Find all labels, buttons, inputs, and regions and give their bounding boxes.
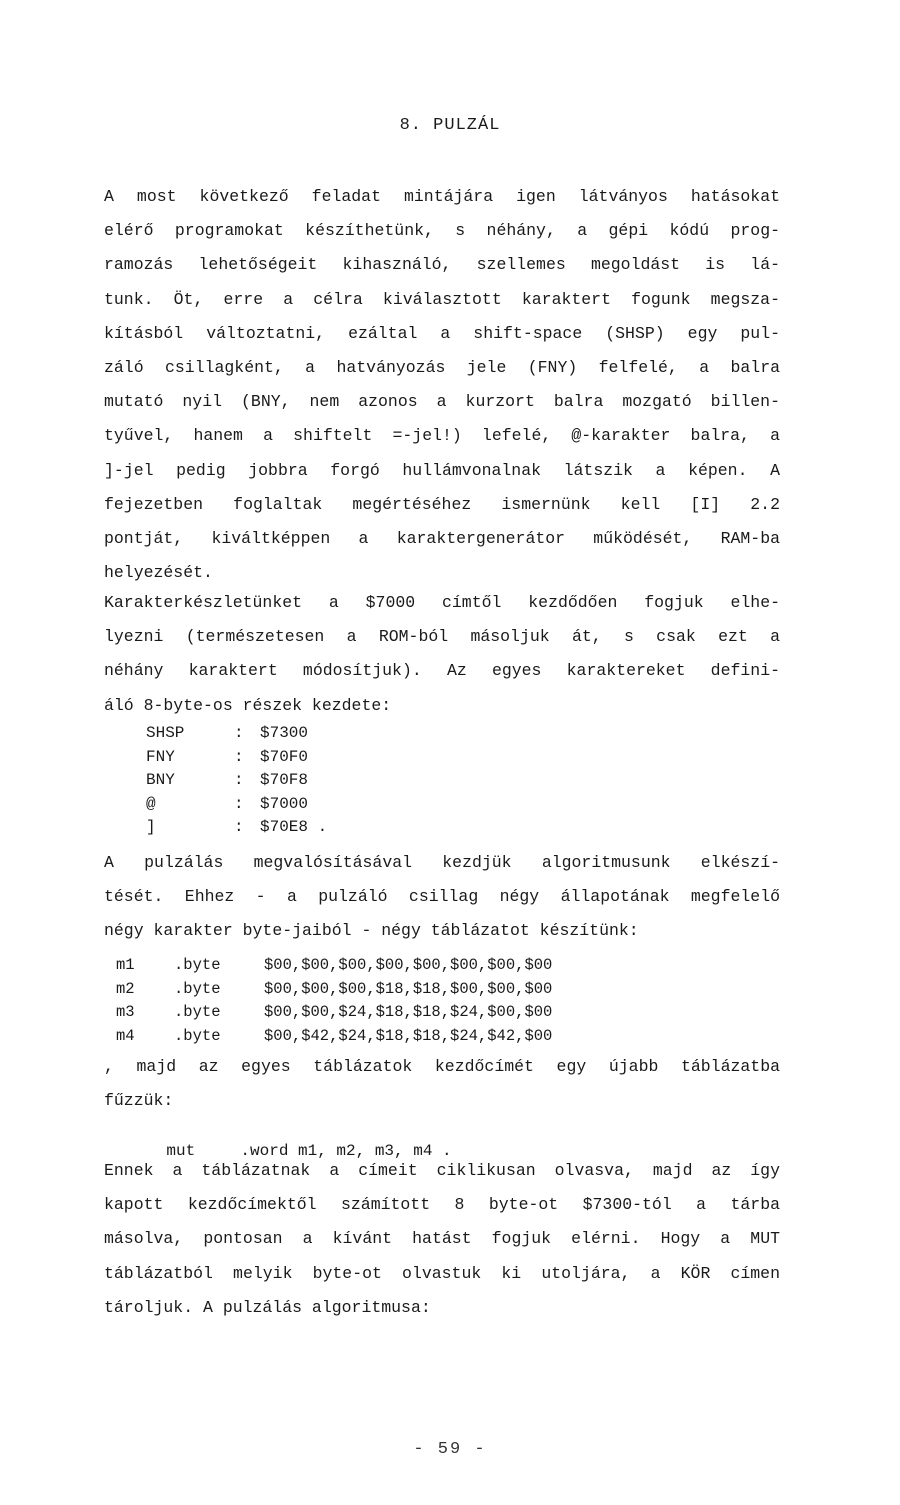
address-value: $7300 (260, 724, 309, 742)
text-line: mutató nyil (BNY, nem azonos a kurzort balra mozgató billen- (104, 392, 780, 412)
paragraph-pulse (104, 846, 780, 949)
char-name: FNY (146, 747, 175, 766)
text-line: Karakterkészletünket a $7000 címtől kezdődően fogjuk elhe- (104, 593, 780, 612)
address-table (146, 722, 327, 840)
address-row (146, 793, 327, 817)
address-row (146, 816, 327, 840)
text-line: A most következő feladat mintájára igen látványos hatásokat (104, 187, 780, 206)
address-value: $7000 (260, 794, 309, 813)
text-line: , majd az egyes táblázatok kezdőcímét egy újabb táblázatba (104, 1057, 780, 1076)
text-line: elérő programokat készíthetünk, s néhány, a gépi kódú prog- (104, 221, 780, 241)
char-name: @ (146, 794, 156, 813)
separator: : (234, 747, 244, 766)
byte-values: $00,$00,$24,$18,$18,$24,$00,$00 (264, 1003, 553, 1021)
table-label: m4 (116, 1026, 135, 1045)
address-value: $70E8 . (260, 818, 328, 836)
directive: .byte (174, 979, 221, 998)
chapter-title: 8. PULZÁL (399, 116, 501, 135)
text-line: táblázatból melyik byte-ot olvastuk ki utoljára, a KÖR címen (104, 1263, 780, 1283)
separator: : (234, 724, 244, 742)
separator: : (234, 771, 244, 789)
table-label: m2 (116, 979, 135, 998)
table-label: m1 (116, 956, 135, 974)
byte-row (116, 954, 552, 978)
text-line: négy karakter byte-jaiból - négy táblázatot készítünk: (104, 921, 639, 941)
word-directive: .word m1, m2, m3, m4 . (240, 1142, 452, 1160)
directive: .byte (174, 1026, 221, 1045)
byte-row (116, 978, 552, 1002)
text-line: kapott kezdőcímektől számított 8 byte-ot $7300-tól a tárba (104, 1195, 780, 1215)
text-line: fűzzük: (104, 1091, 174, 1111)
text-line: ]-jel pedig jobbra forgó hullámvonalnak látszik a képen. A (104, 460, 780, 480)
text-line: ramozás lehetőségeit kihasználó, szellemes megoldást is lá- (104, 255, 780, 275)
address-value: $70F8 (260, 771, 309, 789)
text-line: fejezetben foglaltak megértéséhez ismernünk kell [I] 2.2 (104, 494, 780, 514)
byte-values: $00,$00,$00,$18,$18,$00,$00,$00 (264, 979, 553, 998)
address-row (146, 746, 327, 770)
table-label: mut (166, 1142, 196, 1160)
paragraph-algorithm (104, 1154, 780, 1325)
text-line: tunk. Öt, erre a célra kiválasztott karaktert fogunk megsza- (104, 289, 780, 309)
char-name: ] (146, 818, 156, 836)
paragraph-charset (104, 586, 780, 723)
byte-values: $00,$00,$00,$00,$00,$00,$00,$00 (264, 956, 553, 974)
byte-table (116, 954, 552, 1048)
paragraph-link (104, 1050, 780, 1118)
address-value: $70F0 (260, 747, 309, 766)
text-line: kításból változtatni, ezáltal a shift-space (SHSP) egy pul- (104, 323, 780, 343)
separator: : (234, 794, 244, 813)
text-line: tároljuk. A pulzálás algoritmusa: (104, 1297, 431, 1317)
text-line: lyezni (természetesen a ROM-ból másoljuk át, s csak ezt a (104, 627, 780, 647)
text-line: A pulzálás megvalósításával kezdjük algoritmusunk elkészí- (104, 853, 780, 872)
text-line: néhány karaktert módosítjuk). Az egyes karaktereket defini- (104, 661, 780, 681)
page-number: - 59 - (413, 1440, 487, 1459)
char-name: BNY (146, 771, 175, 789)
byte-row (116, 1001, 552, 1025)
text-line: záló csillagként, a hatványozás jele (FNY) felfelé, a balra (104, 358, 780, 378)
byte-row (116, 1025, 552, 1049)
paragraph-intro (104, 180, 780, 590)
text-line: másolva, pontosan a kívánt hatást fogjuk elérni. Hogy a MUT (104, 1229, 780, 1249)
text-line: tését. Ehhez - a pulzáló csillag négy állapotának megfelelő (104, 887, 780, 907)
byte-values: $00,$42,$24,$18,$18,$24,$42,$00 (264, 1026, 553, 1045)
text-line: Ennek a táblázatnak a címeit ciklikusan olvasva, majd az így (104, 1161, 780, 1180)
address-row (146, 769, 327, 793)
directive: .byte (174, 1003, 221, 1021)
text-line: tyűvel, hanem a shiftelt =-jel!) lefelé, @-karakter balra, a (104, 426, 780, 446)
directive: .byte (174, 956, 221, 974)
table-label: m3 (116, 1003, 135, 1021)
text-line: áló 8-byte-os részek kezdete: (104, 695, 392, 715)
separator: : (234, 818, 244, 836)
text-line: pontját, kiváltképpen a karaktergenerátor működését, RAM-ba (104, 529, 780, 549)
text-line: helyezését. (104, 563, 213, 583)
char-name: SHSP (146, 724, 185, 742)
address-row (146, 722, 327, 746)
